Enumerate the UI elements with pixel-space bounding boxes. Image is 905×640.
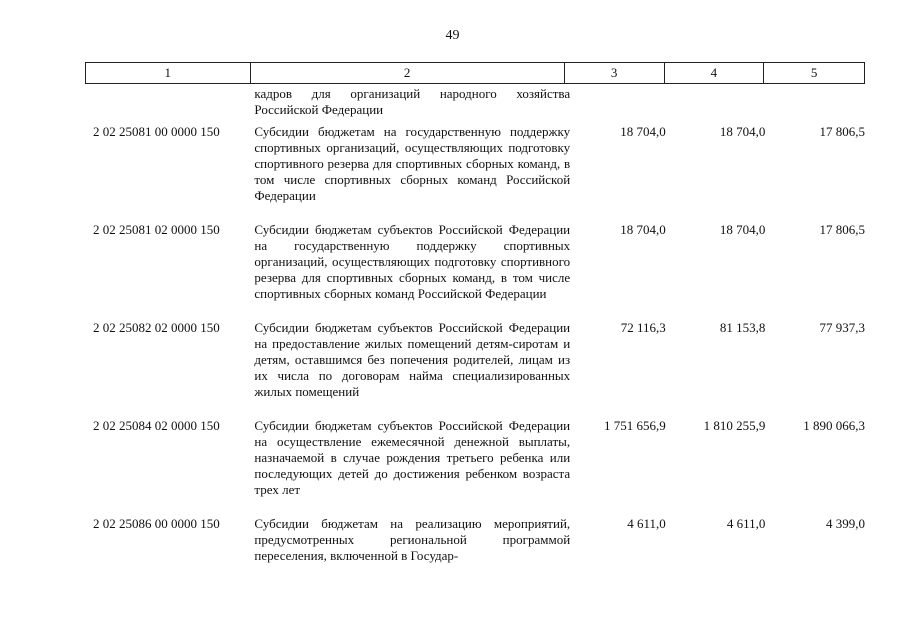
row-description: Субсидии бюджетам на реализацию мероприятий, предусмотренных региональной программой переселения, включенной в Государ- (254, 516, 571, 563)
table-row (85, 516, 865, 564)
row-value-3: 1 751 656,9 (604, 418, 666, 433)
table-body (85, 86, 865, 564)
table-header (85, 62, 865, 84)
row-value-5: 17 806,5 (819, 124, 865, 139)
row-code: 2 02 25081 02 0000 150 (93, 222, 220, 237)
table-row (85, 86, 865, 118)
row-value-3: 18 704,0 (620, 124, 666, 139)
row-description: Субсидии бюджетам субъектов Российской Федерации на предоставление жилых помещений детям-сиротам и детям, оставшимся без попечения родителей, лицам из их числа по договорам найма специализированных жилых помещений (254, 320, 571, 399)
row-code: 2 02 25082 02 0000 150 (93, 320, 220, 335)
row-description: Субсидии бюджетам на государственную поддержку спортивных организаций, осуществляющих подготовку спортивного резерва для спортивных сборных команд, в том числе спортивных сборных команд Российской Федерации (254, 124, 571, 203)
column-header-3: 3 (565, 63, 665, 83)
table-row (85, 320, 865, 416)
row-description: кадров для организаций народного хозяйства Российской Федерации (254, 86, 571, 117)
row-value-4 (666, 86, 766, 118)
row-description: Субсидии бюджетам субъектов Российской Федерации на осуществление ежемесячной денежной выплаты, назначаемой в случае рождения третьего ребенка или последующих детей до достижения ребенком возраста трех лет (254, 418, 571, 497)
row-value-5 (765, 86, 865, 118)
page-number: 49 (445, 28, 460, 43)
row-value-3: 72 116,3 (620, 320, 666, 335)
row-value-4: 18 704,0 (719, 124, 766, 139)
row-code: 2 02 25086 00 0000 150 (93, 516, 220, 531)
column-header-4: 4 (665, 63, 765, 83)
column-header-2: 2 (251, 63, 565, 83)
table-row (85, 222, 865, 318)
row-value-5: 17 806,5 (819, 222, 865, 237)
row-value-5: 1 890 066,3 (803, 418, 865, 433)
row-value-5: 4 399,0 (826, 516, 865, 531)
row-value-3 (570, 86, 666, 118)
column-header-1: 1 (86, 63, 251, 83)
row-code: 2 02 25084 02 0000 150 (93, 418, 220, 433)
column-header-5: 5 (810, 65, 818, 80)
row-value-4: 18 704,0 (719, 222, 766, 237)
row-value-4: 81 153,8 (719, 320, 766, 335)
table-row (85, 124, 865, 220)
row-code (85, 86, 244, 118)
row-value-5: 77 937,3 (819, 320, 865, 335)
row-value-3: 18 704,0 (620, 222, 666, 237)
table-row (85, 418, 865, 514)
row-value-4: 4 611,0 (726, 516, 766, 531)
row-description: Субсидии бюджетам субъектов Российской Федерации на государственную поддержку спортивных организаций, осуществляющих подготовку спортивного резерва для спортивных сборных команд, в том числе спортивных сборных команд Российской Федерации (254, 222, 571, 301)
row-value-4: 1 810 255,9 (703, 418, 766, 433)
row-code: 2 02 25081 00 0000 150 (93, 124, 220, 139)
row-value-3: 4 611,0 (627, 516, 666, 531)
